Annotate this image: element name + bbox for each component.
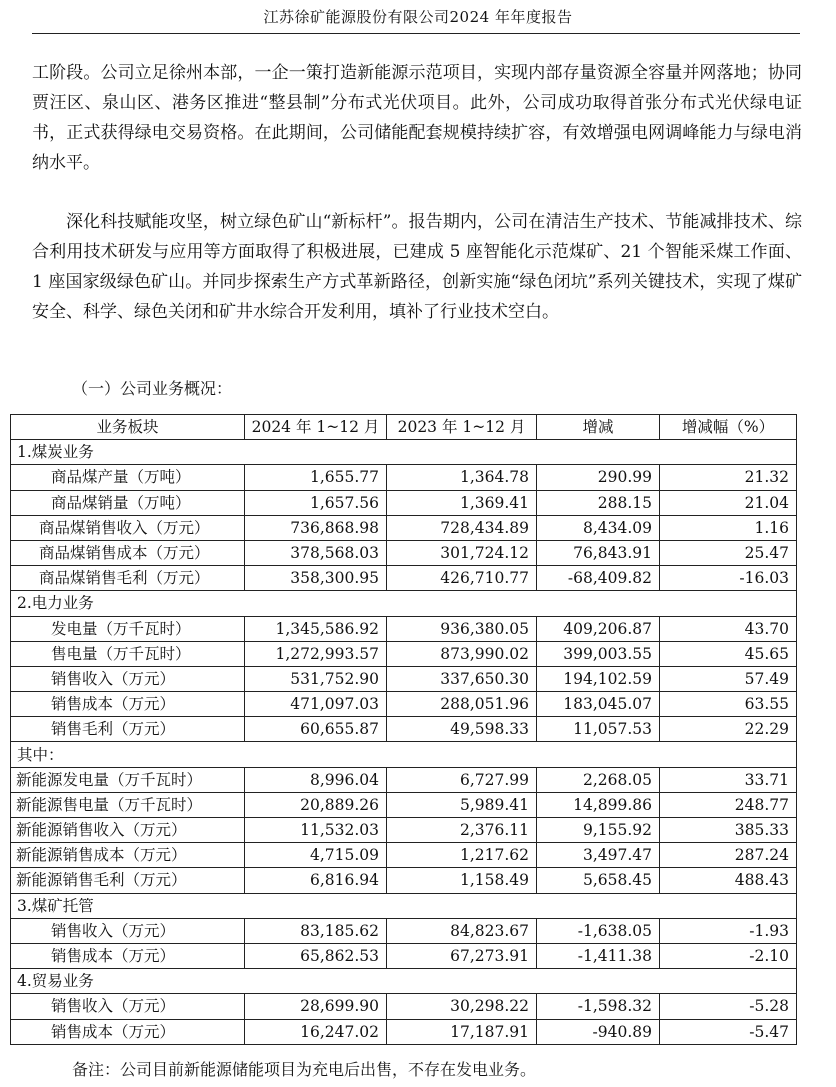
cell-change-pct: 33.71 (660, 767, 797, 792)
section-label: 1.煤炭业务 (11, 440, 797, 465)
table-section-row (11, 893, 797, 918)
header-segment: 业务板块 (11, 415, 245, 440)
cell-2024: 1,272,993.57 (245, 641, 387, 666)
row-label: 销售收入（万元） (11, 666, 245, 691)
cell-change-pct: -16.03 (660, 566, 797, 591)
cell-2024: 1,345,586.92 (245, 616, 387, 641)
section-label: 3.煤矿托管 (11, 893, 797, 918)
section-title: （一）公司业务概况： (72, 379, 233, 398)
table-section-row (11, 591, 797, 616)
table-row (11, 540, 797, 565)
table-row (11, 918, 797, 943)
table-row (11, 616, 797, 641)
row-label: 新能源售电量（万千瓦时） (11, 792, 245, 817)
section-label: 2.电力业务 (11, 591, 797, 616)
table-row (11, 490, 797, 515)
cell-change: 3,497.47 (537, 843, 660, 868)
header-change-pct: 增减幅（%） (660, 415, 797, 440)
table-header-row (11, 415, 797, 440)
table-row (11, 1019, 797, 1044)
row-label: 新能源销售毛利（万元） (11, 868, 245, 893)
cell-change-pct: 57.49 (660, 666, 797, 691)
cell-2023: 5,989.41 (387, 792, 537, 817)
cell-2024: 8,996.04 (245, 767, 387, 792)
cell-2023: 1,217.62 (387, 843, 537, 868)
cell-2023: 30,298.22 (387, 994, 537, 1019)
cell-change: 9,155.92 (537, 818, 660, 843)
cell-2023: 301,724.12 (387, 540, 537, 565)
row-label: 销售收入（万元） (11, 918, 245, 943)
table-row (11, 792, 797, 817)
paragraph-2: 深化科技赋能攻坚，树立绿色矿山“新标杆”。报告期内，公司在清洁生产技术、节能减排技术、综合利用技术研发与应用等方面取得了积极进展，已建成 5 座智能化示范煤矿、21 个智能采煤工作面、1 座国家级绿色矿山。并同步探索生产方式革新路径，创新实施“绿色闭坑”系列关键技术，实现了煤矿安全、科学、绿色关闭和矿井水综合开发利用，填补了行业技术空白。 (32, 212, 802, 322)
table-row (11, 666, 797, 691)
row-label: 商品煤销售收入（万元） (11, 515, 245, 540)
cell-2024: 736,868.98 (245, 515, 387, 540)
row-label: 销售成本（万元） (11, 1019, 245, 1044)
row-label: 售电量（万千瓦时） (11, 641, 245, 666)
header-2023: 2023 年 1~12 月 (387, 415, 537, 440)
table-row (11, 994, 797, 1019)
cell-2023: 84,823.67 (387, 918, 537, 943)
cell-2023: 936,380.05 (387, 616, 537, 641)
row-label: 新能源销售成本（万元） (11, 843, 245, 868)
table-row (11, 566, 797, 591)
cell-2023: 1,369.41 (387, 490, 537, 515)
cell-2023: 67,273.91 (387, 943, 537, 968)
cell-change-pct: 488.43 (660, 868, 797, 893)
cell-change-pct: 21.32 (660, 465, 797, 490)
cell-change-pct: 63.55 (660, 692, 797, 717)
cell-2024: 378,568.03 (245, 540, 387, 565)
row-label: 商品煤产量（万吨） (11, 465, 245, 490)
table-row (11, 818, 797, 843)
cell-2024: 1,655.77 (245, 465, 387, 490)
paragraph-1: 工阶段。公司立足徐州本部，一企一策打造新能源示范项目，实现内部存量资源全容量并网落地；协同贾汪区、泉山区、港务区推进“整县制”分布式光伏项目。此外，公司成功取得首张分布式光伏绿电证书，正式获得绿电交易资格。在此期间，公司储能配套规模持续扩容，有效增强电网调峰能力与绿电消纳水平。 (32, 63, 802, 173)
cell-2024: 16,247.02 (245, 1019, 387, 1044)
cell-change: 11,057.53 (537, 717, 660, 742)
cell-change: -68,409.82 (537, 566, 660, 591)
cell-2024: 28,699.90 (245, 994, 387, 1019)
cell-2024: 1,657.56 (245, 490, 387, 515)
row-label: 商品煤销量（万吨） (11, 490, 245, 515)
table-section-row (11, 742, 797, 767)
cell-change-pct: 25.47 (660, 540, 797, 565)
cell-2024: 20,889.26 (245, 792, 387, 817)
cell-change: 76,843.91 (537, 540, 660, 565)
cell-change: 399,003.55 (537, 641, 660, 666)
cell-change-pct: -5.28 (660, 994, 797, 1019)
cell-change: -940.89 (537, 1019, 660, 1044)
row-label: 销售成本（万元） (11, 692, 245, 717)
cell-change: 8,434.09 (537, 515, 660, 540)
cell-change-pct: 45.65 (660, 641, 797, 666)
table-row (11, 515, 797, 540)
cell-2023: 728,434.89 (387, 515, 537, 540)
cell-change-pct: 287.24 (660, 843, 797, 868)
cell-change-pct: 43.70 (660, 616, 797, 641)
cell-change: -1,411.38 (537, 943, 660, 968)
cell-2024: 6,816.94 (245, 868, 387, 893)
table-note: 备注：公司目前新能源储能项目为充电后出售，不存在发电业务。 (72, 1060, 537, 1079)
cell-change: 183,045.07 (537, 692, 660, 717)
header-rule (32, 33, 800, 34)
cell-2023: 49,598.33 (387, 717, 537, 742)
cell-2023: 1,158.49 (387, 868, 537, 893)
cell-2023: 426,710.77 (387, 566, 537, 591)
cell-change-pct: -5.47 (660, 1019, 797, 1044)
cell-change-pct: 21.04 (660, 490, 797, 515)
cell-change: 194,102.59 (537, 666, 660, 691)
cell-2024: 358,300.95 (245, 566, 387, 591)
cell-2024: 531,752.90 (245, 666, 387, 691)
cell-change-pct: 385.33 (660, 818, 797, 843)
cell-change: 288.15 (537, 490, 660, 515)
row-label: 新能源销售收入（万元） (11, 818, 245, 843)
section-label: 4.贸易业务 (11, 969, 797, 994)
table-row (11, 943, 797, 968)
table-row (11, 717, 797, 742)
cell-change: 409,206.87 (537, 616, 660, 641)
cell-2023: 6,727.99 (387, 767, 537, 792)
section-label: 其中： (11, 742, 797, 767)
cell-change: 5,658.45 (537, 868, 660, 893)
cell-2024: 60,655.87 (245, 717, 387, 742)
cell-change: -1,598.32 (537, 994, 660, 1019)
row-label: 商品煤销售成本（万元） (11, 540, 245, 565)
cell-change: 2,268.05 (537, 767, 660, 792)
cell-2024: 11,532.03 (245, 818, 387, 843)
cell-change-pct: -2.10 (660, 943, 797, 968)
cell-2024: 471,097.03 (245, 692, 387, 717)
cell-change: -1,638.05 (537, 918, 660, 943)
cell-change: 290.99 (537, 465, 660, 490)
row-label: 销售成本（万元） (11, 943, 245, 968)
table-body (11, 440, 797, 1045)
cell-2024: 83,185.62 (245, 918, 387, 943)
cell-change-pct: 22.29 (660, 717, 797, 742)
row-label: 新能源发电量（万千瓦时） (11, 767, 245, 792)
table-row (11, 868, 797, 893)
cell-2024: 4,715.09 (245, 843, 387, 868)
table-row (11, 465, 797, 490)
table-row (11, 641, 797, 666)
cell-2024: 65,862.53 (245, 943, 387, 968)
cell-2023: 873,990.02 (387, 641, 537, 666)
header-change: 增减 (537, 415, 660, 440)
cell-change-pct: 1.16 (660, 515, 797, 540)
table-section-row (11, 969, 797, 994)
row-label: 销售收入（万元） (11, 994, 245, 1019)
business-overview-table (10, 414, 797, 1045)
row-label: 销售毛利（万元） (11, 717, 245, 742)
cell-2023: 288,051.96 (387, 692, 537, 717)
page-header: 江苏徐矿能源股份有限公司2024 年年度报告 (263, 8, 573, 26)
header-2024: 2024 年 1~12 月 (245, 415, 387, 440)
table-row (11, 843, 797, 868)
cell-change: 14,899.86 (537, 792, 660, 817)
table-row (11, 692, 797, 717)
table-row (11, 767, 797, 792)
table-section-row (11, 440, 797, 465)
cell-2023: 1,364.78 (387, 465, 537, 490)
cell-2023: 2,376.11 (387, 818, 537, 843)
cell-change-pct: 248.77 (660, 792, 797, 817)
cell-2023: 337,650.30 (387, 666, 537, 691)
cell-2023: 17,187.91 (387, 1019, 537, 1044)
cell-change-pct: -1.93 (660, 918, 797, 943)
row-label: 发电量（万千瓦时） (11, 616, 245, 641)
row-label: 商品煤销售毛利（万元） (11, 566, 245, 591)
